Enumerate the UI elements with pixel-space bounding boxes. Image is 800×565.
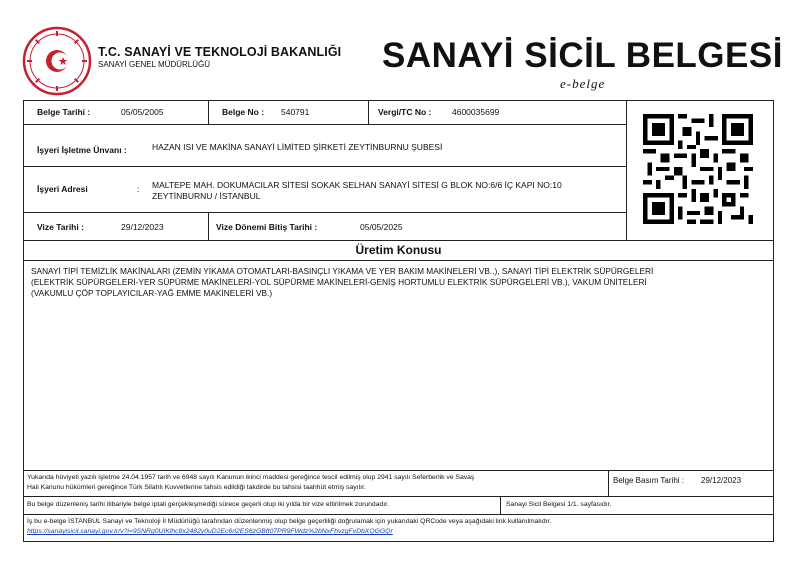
company-name-label: İşyeri İşletme Ünvanı : <box>37 145 127 155</box>
divider <box>608 470 609 496</box>
address-label: İşyeri Adresi <box>37 184 88 194</box>
divider <box>23 212 626 213</box>
divider <box>23 470 774 471</box>
directorate-name: SANAYİ GENEL MÜDÜRLÜĞÜ <box>98 60 211 69</box>
ministry-logo <box>22 26 92 96</box>
production-line-3: (VAKUMLU ÇÖP TOPLAYICILAR-YAĞ EMME MAKİNELERİ VB.) <box>31 288 273 298</box>
production-heading: Üretim Konusu <box>355 243 442 257</box>
address-line-1: MALTEPE MAH. DOKUMACILAR SİTESİ SOKAK SELHAN SANAYİ SİTESİ G BLOK NO:6/6 İÇ KAPI NO:10 <box>152 180 562 190</box>
divider <box>23 166 626 167</box>
visa-end-label: Vize Dönemi Bitiş Tarihi : <box>216 222 318 232</box>
address-line-2: ZEYTİNBURNU / İSTANBUL <box>152 191 261 201</box>
address-colon: : <box>137 184 140 194</box>
visa-date-value: 29/12/2023 <box>121 222 164 232</box>
print-date-value: 29/12/2023 <box>701 476 742 485</box>
issue-date-label: Belge Tarihi : <box>37 107 91 117</box>
document-title: SANAYİ SİCİL BELGESİ <box>382 36 783 75</box>
qr-code <box>643 114 753 224</box>
divider <box>23 124 626 125</box>
tax-number-value: 4600035699 <box>452 107 500 117</box>
tax-number-label: Vergi/TC No : <box>378 107 432 117</box>
document-number-label: Belge No : <box>222 107 265 117</box>
divider <box>626 100 627 240</box>
print-date-label: Belge Basım Tarihi : <box>613 476 684 485</box>
validity-note: Bu belge düzenleniş tarihi itibariyle belge iptali gerçekleşmediği sürece geçerli olup iki yılda bir vize ettirilmek zorundadır. <box>27 501 389 508</box>
divider <box>23 240 774 241</box>
divider <box>208 100 209 124</box>
divider <box>23 260 774 261</box>
ministry-name: T.C. SANAYİ VE TEKNOLOJİ BAKANLIĞI <box>98 45 342 59</box>
production-line-2: (ELEKTRİK SÜPÜRGELERİ-YER SÜPÜRME MAKİNELERİ-YOL SÜPÜRME MAKİNELERİ-GENİŞ HORTUMLU ELEKTRİK SÜPÜRGELERİ VB.), VAKUM ÜNİTELERİ <box>31 277 647 287</box>
divider <box>208 212 209 240</box>
production-line-1: SANAYİ TİPİ TEMİZLİK MAKİNALARI (ZEMİN YIKAMA OTOMATLARI-BASINÇLI YIKAMA VE YER BAKIM MAKİNELERİ VB..), SANAYİ TİPİ ELEKTRİK SÜPÜRGELERİ <box>31 266 654 276</box>
divider <box>368 100 369 124</box>
legal-note-line-1: Yukarıda hüviyeti yazılı işletme 24.04.1957 tarih ve 6948 sayılı Kanunun ikinci maddesi gereğince tescil edilmiş olup 2941 sayılı Seferberlik ve Savaş <box>27 474 475 481</box>
issue-date-value: 05/05/2005 <box>121 107 164 117</box>
company-name-value: HAZAN ISI VE MAKİNA SANAYİ LİMİTED ŞİRKETİ ZEYTİNBURNU ŞUBESİ <box>152 142 443 152</box>
divider <box>23 514 774 515</box>
page-info: Sanayi Sicil Belgesi 1/1. sayfasıdır. <box>506 501 612 508</box>
divider <box>23 496 774 497</box>
legal-note-line-2: Hali Kanunu hükümleri gereğince Türk Silahlı Kuvvetlerine tahsis edildiği takdirde bu tahsisi taahhüt etmiş sayılır. <box>27 484 366 491</box>
document-subtitle: e-belge <box>560 76 606 91</box>
verification-link[interactable]: https://sanayisicil.sanayi.gov.tr/v?i=9SNRg0UIKlhc8x2482y0uD2Ec6rl2ES6zGBft07PR9FWdz%2bNxFhvzgFvDbXQGGQr <box>27 528 393 535</box>
visa-date-label: Vize Tarihi : <box>37 222 84 232</box>
visa-end-value: 05/05/2025 <box>360 222 403 232</box>
divider <box>500 496 501 514</box>
verification-note: İş bu e-belge İSTANBUL Sanayi ve Teknoloji İl Müdürlüğü tarafından düzenlenmiş olup belge geçerliliği doğrulamak için yukarıdaki QRCode veya aşağıdaki link kullanılmalıdır. <box>27 518 552 525</box>
document-number-value: 540791 <box>281 107 310 117</box>
